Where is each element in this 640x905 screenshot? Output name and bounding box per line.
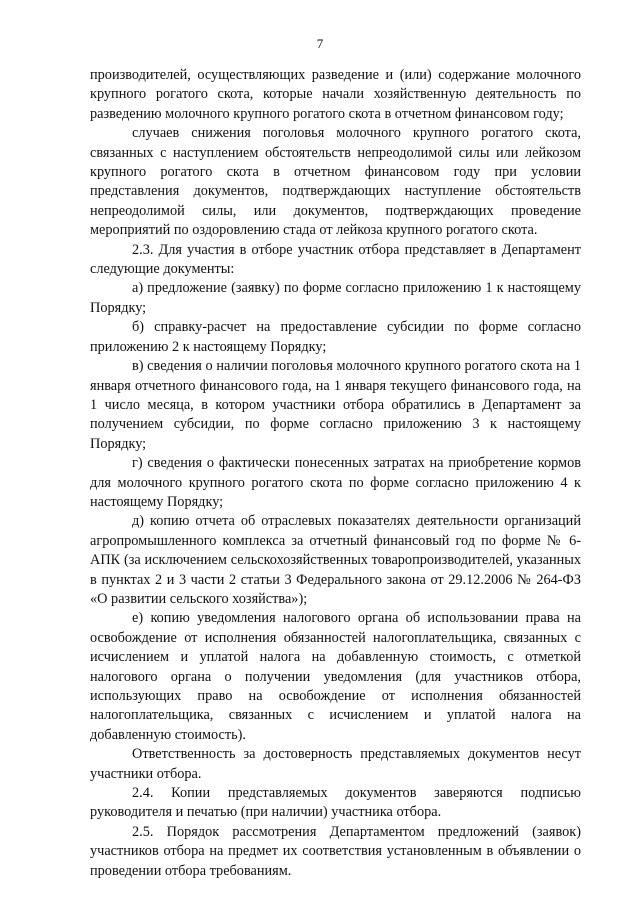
- paragraph-item-g-feed-costs: г) сведения о фактически понесенных затратах на приобретение кормов для молочного крупного рогатого скота по форме согласно приложению 4 к настоящему Порядку;: [90, 455, 581, 510]
- paragraph-item-v-livestock-info: в) сведения о наличии поголовья молочного крупного рогатого скота на 1 января отчетного финансового года, на 1 января текущего финансового года, на 1 число месяца, в котором участники отбора обратились в Департамент за получением субсидии, по форме согласно приложению 3 к настоящему Порядку;: [90, 358, 581, 452]
- paragraph-producers-continuation: производителей, осуществляющих разведение и (или) содержание молочного крупного рогатого скота, которые начали хозяйственную деятельность по разведению молочного крупного рогатого скота в отчетном финансовом году;: [90, 67, 581, 122]
- paragraph-item-e-tax-notice: е) копию уведомления налогового органа об использовании права на освобождение от исполнения обязанностей налогоплательщика, связанных с исчислением и уплатой налога на добавленную стоимость, с отметкой налогового органа о получении уведомления (для участников отбора, использующих право на освобождение от исполнения обязанностей налогоплательщика, связанных с исчислением и уплатой налога на добавленную стоимость).: [90, 610, 581, 743]
- paragraph-2-4-certification: 2.4. Копии представляемых документов заверяются подписью руководителя и печатью (при наличии) участника отбора.: [90, 785, 581, 821]
- paragraph-2-3-documents-intro: 2.3. Для участия в отборе участник отбора представляет в Департамент следующие документы:: [90, 241, 581, 278]
- paragraph-item-a-application: а) предложение (заявку) по форме согласно приложению 1 к настоящему Порядку;: [90, 280, 581, 316]
- paragraph-responsibility: Ответственность за достоверность представляемых документов несут участники отбора.: [90, 746, 581, 782]
- paragraph-item-d-report-copy: д) копию отчета об отраслевых показателях деятельности организаций агропромышленного комплекса за отчетный финансовый год по форме № 6-АПК (за исключением сельскохозяйственных товаропроизводителей, указанных в пунктах 2 и 3 части 2 статьи 3 Федерального закона от 29.12.2006 № 264-ФЗ «О развитии сельского хозяйства»);: [90, 513, 581, 607]
- paragraph-herd-reduction-cases: случаев снижения поголовья молочного крупного рогатого скота, связанных с наступлением обстоятельств непреодолимой силы или лейкозом крупного рогатого скота в отчетном финансовом году при условии представления документов, подтверждающих наступление обстоятельств непреодолимой силы, или документов, подтверждающих проведение мероприятий по оздоровлению стада от лейкоза крупного рогатого скота.: [90, 125, 581, 239]
- page-number: 7: [316, 36, 324, 51]
- paragraph-2-5-review-procedure: 2.5. Порядок рассмотрения Департаментом предложений (заявок) участников отбора на предмет их соответствия установленным в объявлении о проведении отбора требованиям.: [90, 823, 581, 879]
- document-body: [90, 66, 581, 881]
- paragraph-item-b-calculation: б) справку-расчет на предоставление субсидии по форме согласно приложению 2 к настоящему Порядку;: [90, 319, 581, 355]
